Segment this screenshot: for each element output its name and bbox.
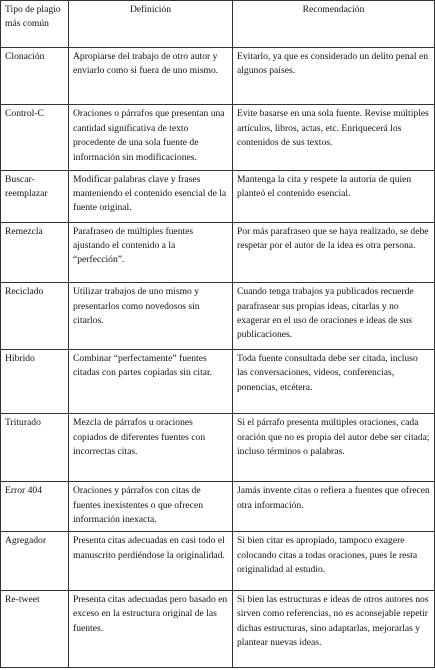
table-row xyxy=(1,283,435,350)
cell-tipo: Reciclado xyxy=(1,283,69,350)
cell-tipo: Re-tweet xyxy=(1,590,69,667)
cell-definicion: Combinar “perfectamente” fuentes citadas con partes copiadas sin citar. xyxy=(69,349,233,414)
cell-recomendacion: Toda fuente consultada debe ser citada, incluso las conversaciones, videos, conferencias, ponencias, etcétera. xyxy=(233,349,435,414)
cell-tipo: Control-C xyxy=(1,105,69,170)
cell-recomendacion: Evitarlo, ya que es considerado un delito penal en algunos países. xyxy=(233,48,435,105)
table-row xyxy=(1,105,435,170)
cell-tipo: Triturado xyxy=(1,414,69,482)
cell-recomendacion: Cuando tenga trabajos ya publicados recuerde parafrasear sus propias ideas, citarlas y no exagerar en el uso de oraciones e ideas de sus publicaciones. xyxy=(233,283,435,350)
cell-definicion: Oraciones y párrafos con citas de fuentes inexistentes o que ofrecen información inexacta. xyxy=(69,482,233,532)
table-row xyxy=(1,414,435,482)
cell-tipo: Agregador xyxy=(1,532,69,590)
cell-recomendacion: Evite basarse en una sola fuente. Revise múltiples artículos, libros, actas, etc. Enriquecerá los contenidos de sus textos. xyxy=(233,105,435,170)
cell-recomendacion: Jamás invente citas o refiera a fuentes que ofrecen otra información. xyxy=(233,482,435,532)
cell-definicion: Presenta citas adecuadas en casi todo el manuscrito perdiéndose la originalidad. xyxy=(69,532,233,590)
table-body xyxy=(1,48,435,668)
header-tipo: Tipo de plagio más común xyxy=(1,1,69,48)
header-definicion: Definición xyxy=(69,1,233,48)
table-row xyxy=(1,532,435,590)
cell-tipo: Error 404 xyxy=(1,482,69,532)
cell-recomendacion: Si bien citar es apropiado, tampoco exagere colocando citas a todas oraciones, pues le resta originalidad al estudio. xyxy=(233,532,435,590)
cell-tipo: Clonación xyxy=(1,48,69,105)
cell-definicion: Utilizar trabajos de uno mismo y presentarlos como novedosos sin citarlos. xyxy=(69,283,233,350)
table-header-row xyxy=(1,1,435,48)
cell-recomendacion: Si bien las estructuras e ideas de otros autores nos sirven como referencias, no es aconsejable repetir dichas estructuras, sino adaptarlas, mejorarlas y plantear nuevas ideas. xyxy=(233,590,435,667)
cell-definicion: Parafraseo de múltiples fuentes ajustando el contenido a la “perfección”. xyxy=(69,222,233,282)
table-row xyxy=(1,590,435,667)
cell-recomendacion: Por más parafraseo que se haya realizado, se debe respetar por el autor de la idea es otra persona. xyxy=(233,222,435,282)
table-row xyxy=(1,482,435,532)
cell-tipo: Buscar-reemplazar xyxy=(1,170,69,222)
cell-definicion: Oraciones o párrafos que presentan una cantidad significativa de texto procedente de una sola fuente de información sin modificaciones. xyxy=(69,105,233,170)
table-row xyxy=(1,349,435,414)
table-row xyxy=(1,48,435,105)
cell-tipo: Remezcla xyxy=(1,222,69,282)
cell-definicion: Modificar palabras clave y frases manteniendo el contenido esencial de la fuente original. xyxy=(69,170,233,222)
table-row xyxy=(1,222,435,282)
table-row xyxy=(1,170,435,222)
cell-recomendacion: Si el párrafo presenta múltiples oraciones, cada oración que no es propia del autor debe ser citada; incluso términos o palabras. xyxy=(233,414,435,482)
cell-tipo: Híbrido xyxy=(1,349,69,414)
cell-recomendacion: Mantenga la cita y respete la autoría de quien planteó el contenido esencial. xyxy=(233,170,435,222)
cell-definicion: Apropiarse del trabajo de otro autor y enviarlo como si fuera de uno mismo. xyxy=(69,48,233,105)
cell-definicion: Presenta citas adecuadas pero basado en exceso en la estructura original de las fuentes. xyxy=(69,590,233,667)
header-recomendacion: Recomendación xyxy=(233,1,435,48)
cell-definicion: Mezcla de párrafos u oraciones copiados de diferentes fuentes con incorrectas citas. xyxy=(69,414,233,482)
